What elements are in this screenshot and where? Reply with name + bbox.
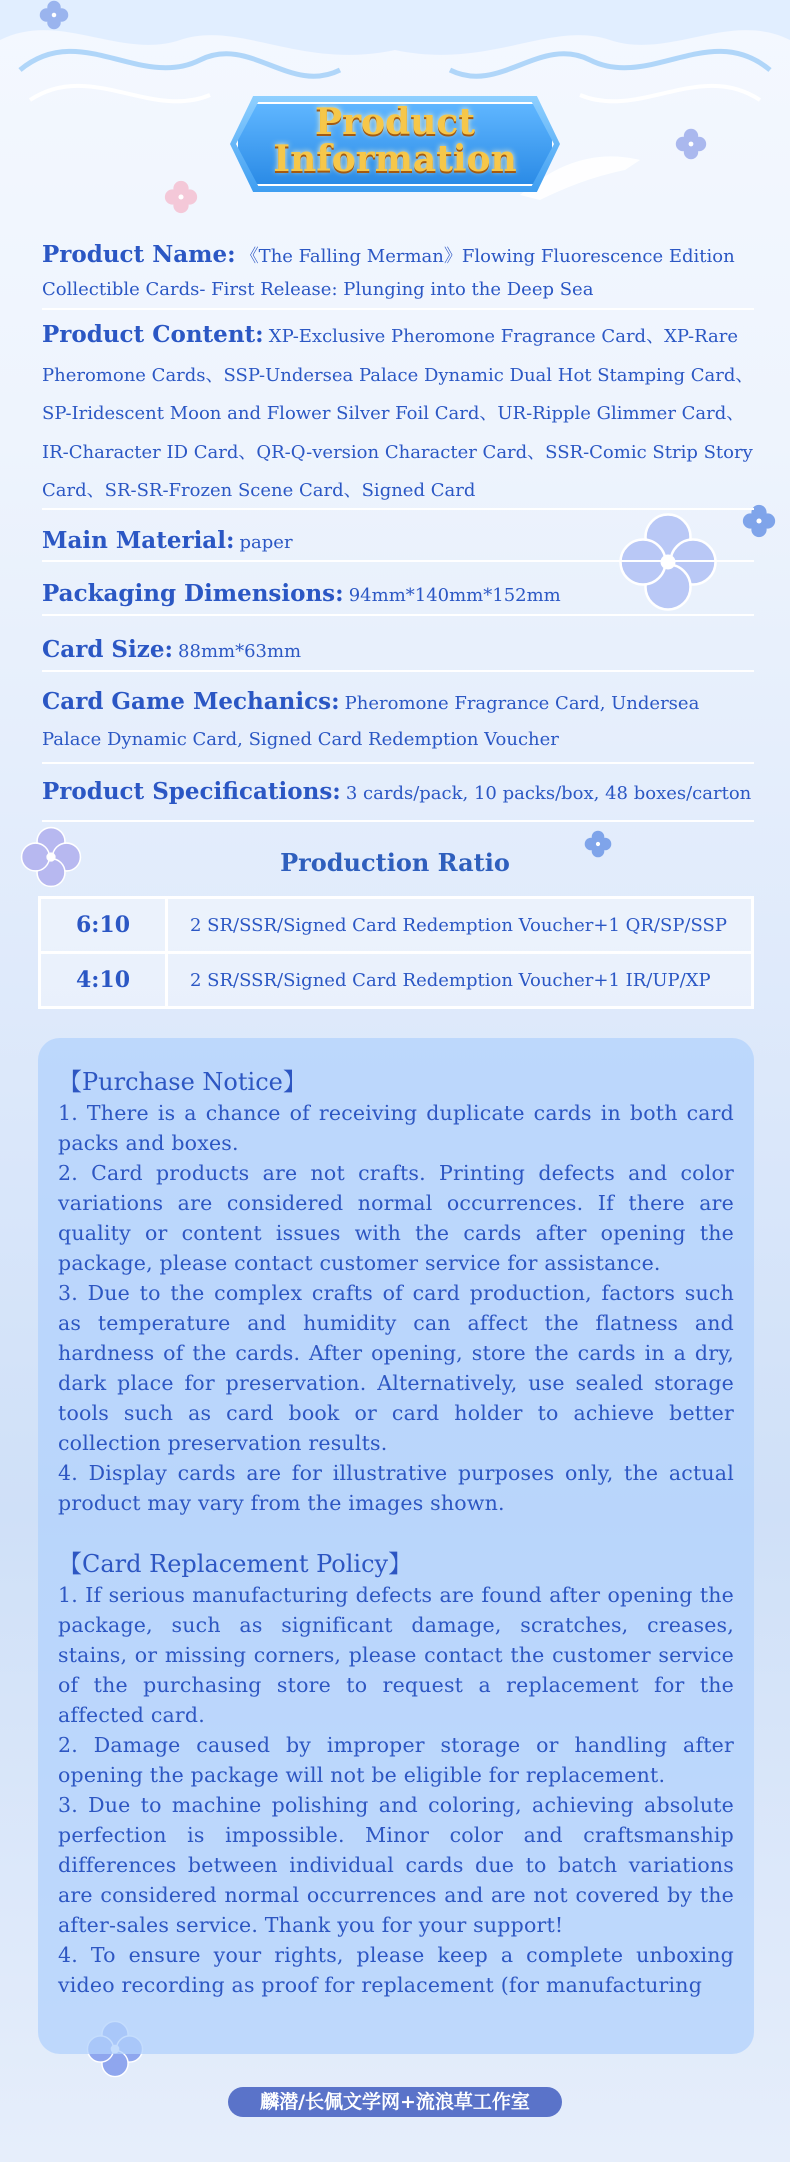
field-label: Main Material: bbox=[42, 527, 235, 554]
notice-panel bbox=[38, 1038, 754, 2054]
ratio-description: 2 SR/SSR/Signed Card Redemption Voucher+1 QR/SP/SSP bbox=[167, 898, 753, 953]
field-main-material bbox=[42, 522, 754, 562]
field-value: 88mm*63mm bbox=[178, 641, 302, 662]
ratio-value: 6:10 bbox=[40, 898, 167, 953]
production-ratio-title: Production Ratio bbox=[280, 848, 510, 877]
field-label: Card Size: bbox=[42, 636, 173, 663]
flower-icon bbox=[36, 0, 72, 30]
purchase-notice-heading: 【Purchase Notice】 bbox=[58, 1068, 307, 1096]
field-product-name bbox=[42, 238, 754, 310]
table-row bbox=[40, 898, 753, 953]
field-value: paper bbox=[239, 532, 293, 553]
field-value: 《The Falling Merman》Flowing Fluorescence Edition Collectible Cards- First Release: Plunging into the Deep Sea bbox=[42, 246, 735, 300]
table-row bbox=[40, 953, 753, 1008]
field-value: 94mm*140mm*152mm bbox=[348, 585, 561, 606]
replacement-policy-heading: 【Card Replacement Policy】 bbox=[58, 1550, 413, 1578]
field-product-specifications bbox=[42, 772, 754, 822]
field-label: Product Specifications: bbox=[42, 778, 341, 805]
replacement-policy-item: 2. Damage caused by improper storage or handling after opening the package will not be eligible for replacement. bbox=[58, 1733, 734, 1787]
field-value: 3 cards/pack, 10 packs/box, 48 boxes/carton bbox=[345, 783, 752, 804]
replacement-policy-item: 4. To ensure your rights, please keep a complete unboxing video recording as proof for replacement (for manufacturing bbox=[58, 1943, 734, 1997]
field-label: Product Content: bbox=[42, 321, 264, 348]
field-value: XP-Exclusive Pheromone Fragrance Card、XP-Rare Pheromone Cards、SSP-Undersea Palace Dynamic Dual Hot Stamping Card、SP-Iridescent Moon and Flower Silver Foil Card、UR-Ripple Glimmer Card、IR-Character ID Card、QR-Q-version Character Card、SSR-Comic Strip Story Card、SR-SR-Frozen Scene Card、Signed Card bbox=[42, 326, 754, 501]
field-label: Packaging Dimensions: bbox=[42, 580, 344, 607]
field-packaging-dimensions bbox=[42, 574, 754, 616]
purchase-notice-item: 3. Due to the complex crafts of card production, factors such as temperature and humidity can affect the flatness and hardness of the cards. After opening, store the cards in a dry, dark place for preservation. Alternatively, use sealed storage tools such as card book or card holder to achieve better collection preservation results. bbox=[58, 1281, 734, 1455]
page-title: Product Information bbox=[273, 101, 517, 180]
ratio-value: 4:10 bbox=[40, 953, 167, 1008]
field-product-content bbox=[42, 316, 754, 510]
purchase-notice-item: 4. Display cards are for illustrative purposes only, the actual product may vary from the images shown. bbox=[58, 1461, 734, 1515]
replacement-policy-item: 1. If serious manufacturing defects are found after opening the package, such as significant damage, scratches, creases, stains, or missing corners, please contact the customer service of the purchasing store to request a replacement for the affected card. bbox=[58, 1583, 734, 1727]
purchase-notice-item: 2. Card products are not crafts. Printing defects and color variations are considered normal occurrences. If there are quality or content issues with the cards after opening the package, please contact customer service for assistance. bbox=[58, 1161, 734, 1275]
field-card-size bbox=[42, 630, 754, 672]
production-ratio-table bbox=[38, 896, 754, 1009]
field-value: Pheromone Fragrance Card, Undersea Palace Dynamic Card, Signed Card Redemption Voucher bbox=[42, 693, 700, 750]
field-label: Card Game Mechanics: bbox=[42, 688, 340, 715]
page-title-plate bbox=[230, 96, 560, 192]
field-card-game-mechanics bbox=[42, 684, 754, 764]
replacement-policy-item: 3. Due to machine polishing and coloring, achieving absolute perfection is impossible. Minor color and craftsmanship differences between individual cards due to batch variations are considered normal occurrences and are not covered by the after-sales service. Thank you for your support! bbox=[58, 1793, 734, 1937]
purchase-notice-item: 1. There is a chance of receiving duplicate cards in both card packs and boxes. bbox=[58, 1101, 734, 1155]
flower-icon bbox=[164, 180, 198, 214]
footer-badge: 麟潜/长佩文学网+流浪草工作室 bbox=[228, 2087, 562, 2117]
flower-icon bbox=[675, 128, 707, 160]
field-label: Product Name: bbox=[42, 241, 236, 268]
ratio-description: 2 SR/SSR/Signed Card Redemption Voucher+1 IR/UP/XP bbox=[167, 953, 753, 1008]
